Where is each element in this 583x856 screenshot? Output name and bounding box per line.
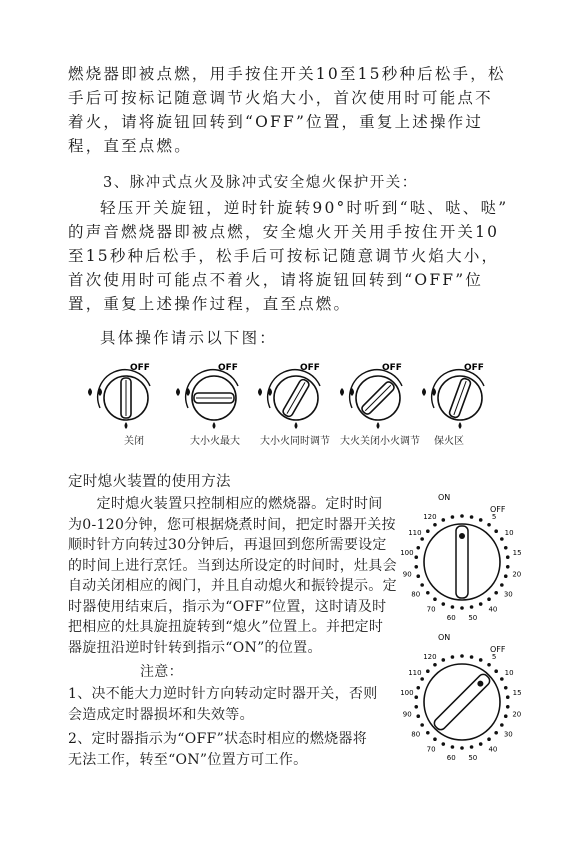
timer-tick-dot (433, 737, 437, 741)
timer-tick-dot (416, 686, 420, 690)
timer-tick-dot (470, 515, 474, 519)
timer-tick-dot (504, 686, 508, 690)
timer-dial-diagram (392, 492, 522, 622)
timer-tick-dot (487, 597, 491, 601)
knob-caption: 大小火最大 (190, 436, 240, 447)
timer-tick-dot (500, 537, 504, 541)
timer-mark-label: 110 (408, 668, 422, 677)
timer-tick-dot (426, 731, 430, 735)
knob-off-label: OFF (300, 363, 320, 373)
timer-notes (68, 684, 388, 770)
timer-pointer (456, 526, 468, 598)
knob-diagram (250, 358, 334, 448)
timer-tick-dot (416, 546, 420, 550)
timer-mark-label: 5 (491, 653, 497, 662)
timer-mark-label: 5 (491, 513, 497, 522)
timer-tick-dot (426, 529, 430, 533)
timer-tick-dot (441, 742, 445, 746)
timer-tick-dot (500, 677, 504, 681)
timer-tick-dot (441, 518, 445, 522)
timer-mark-label: 80 (411, 730, 421, 739)
timer-on-label: ON (438, 633, 451, 642)
timer-off-label: OFF (490, 645, 506, 654)
timer-note-heading: 注意： (140, 664, 183, 680)
knob-grip (121, 378, 131, 418)
timer-mark-label: 90 (402, 710, 412, 719)
timer-mark-label: 15 (512, 548, 522, 557)
flame-icon (340, 388, 344, 396)
timer-line: 顺时针方向转过30分钟后，再退回到您所需要设定 (68, 537, 387, 553)
knob-grip (194, 393, 234, 403)
knob-diagram (168, 358, 252, 448)
timer-tick-dot (460, 654, 464, 658)
knob-off-label: OFF (464, 363, 484, 373)
timer-tick-dot (494, 591, 498, 595)
knob-icon (414, 358, 498, 432)
timer-mark-label: 15 (512, 688, 522, 697)
timer-tick-dot (420, 677, 424, 681)
timer-mark-label: 100 (400, 688, 414, 697)
section1-line: 手后可按标记随意调节火焰大小，首次使用时可能点不 (68, 89, 493, 107)
timer-on-label: ON (438, 493, 451, 502)
timer-tick-dot (460, 746, 464, 750)
knob-caption: 大火关闭小火调节 (340, 436, 420, 447)
timer-mark-label: 40 (488, 745, 498, 754)
timer-tick-dot (506, 695, 510, 699)
section2-line: 至15秒种后松手，松手后可按标记随意调节火焰大小， (68, 247, 500, 265)
timer-tick-dot (487, 737, 491, 741)
timer-tick-dot (433, 597, 437, 601)
timer-tick-dot (451, 655, 455, 659)
section2-line: 的声音燃烧器即被点燃，安全熄火开关用手按住开关10 (68, 223, 500, 241)
timer-mark-label: 30 (503, 730, 513, 739)
knob-off-label: OFF (218, 363, 238, 373)
timer-tick-dot (479, 518, 483, 522)
timer-note-line: 1、决不能大力逆时针方向转动定时器开关，否则 (68, 686, 378, 702)
timer-tick-dot (420, 723, 424, 727)
timer-mark-label: 20 (512, 570, 522, 579)
knob-diagram-row (80, 358, 500, 448)
timer-title: 定时熄火装置的使用方法 (68, 474, 231, 490)
timer-tick-dot (500, 723, 504, 727)
flame-icon (377, 422, 380, 429)
timer-note-line: 无法工作，转至“ON”位置方可工作。 (68, 751, 308, 768)
knob-icon (250, 358, 334, 432)
timer-mark-label: 60 (446, 753, 456, 762)
timer-line: 自动关闭相应的阀门，并且自动熄火和振铃提示。定 (68, 578, 397, 594)
knob-icon (168, 358, 252, 432)
section2-line: 轻压开关旋钮，逆时针旋转90°时听到“哒、哒、哒” (100, 199, 509, 217)
timer-tick-dot (500, 583, 504, 587)
knob-icon (80, 358, 164, 432)
timer-tick-dot (416, 574, 420, 578)
timer-mark-label: 40 (488, 605, 498, 614)
timer-tick-dot (420, 537, 424, 541)
timer-tick-dot (416, 714, 420, 718)
knob-diagram (80, 358, 164, 448)
timer-tick-dot (487, 663, 491, 667)
timer-tick-dot (506, 705, 510, 709)
section1-line: 程，直至点燃。 (68, 137, 192, 155)
timer-line: 器旋扭沿逆时针转到指示“ON”的位置。 (68, 639, 322, 656)
section2-text (68, 196, 516, 316)
knob-diagram (414, 358, 498, 448)
flame-icon (125, 422, 128, 429)
timer-tick-dot (494, 731, 498, 735)
timer-tick-dot (479, 602, 483, 606)
timer-mark-label: 120 (423, 653, 437, 662)
section2-instruction: 具体操作请示以下图： (100, 329, 278, 347)
timer-line: 的时间上进行烹饪。当到达所设定的时间时，灶具会 (68, 557, 397, 574)
knob-off-label: OFF (382, 363, 402, 373)
timer-body (68, 494, 397, 658)
knob-caption: 大小火同时调节 (260, 436, 330, 447)
timer-tick-dot (414, 705, 418, 709)
timer-tick-dot (487, 523, 491, 527)
section1-text (68, 62, 516, 158)
timer-line: 为0-120分钟，您可根据烧煮时间，把定时器开关按 (68, 516, 396, 533)
timer-mark-label: 10 (504, 528, 514, 537)
timer-tick-dot (460, 606, 464, 610)
timer-tick-dot (451, 605, 455, 609)
timer-tick-dot (414, 555, 418, 559)
timer-mark-label: 50 (468, 753, 478, 762)
timer-tick-dot (451, 745, 455, 749)
timer-tick-dot (479, 658, 483, 662)
timer-dial-diagram (392, 632, 522, 762)
timer-tick-dot (414, 565, 418, 569)
timer-tick-dot (506, 555, 510, 559)
section2-line: 置，重复上述操作过程，直至点燃。 (68, 295, 352, 313)
timer-mark-label: 90 (402, 570, 412, 579)
timer-tick-dot (470, 655, 474, 659)
timer-tick-dot (504, 546, 508, 550)
timer-tick-dot (414, 695, 418, 699)
timer-off-label: OFF (490, 505, 506, 514)
timer-pointer-dot (459, 533, 465, 539)
section2-line: 首次使用时可能点不着火，请将旋钮回转到“OFF”位 (68, 271, 484, 289)
flame-icon (422, 388, 426, 396)
flame-icon (213, 422, 216, 429)
timer-tick-dot (479, 742, 483, 746)
timer-mark-label: 50 (468, 613, 478, 622)
timer-tick-dot (451, 515, 455, 519)
timer-tick-dot (504, 714, 508, 718)
timer-mark-label: 30 (503, 590, 513, 599)
timer-tick-dot (460, 514, 464, 518)
timer-mark-label: 70 (426, 745, 436, 754)
timer-line: 时器使用结束后，指示为“OFF”位置，这时请及时 (68, 598, 387, 615)
timer-mark-label: 120 (423, 513, 437, 522)
timer-line: 把相应的灶具旋扭旋转到“熄火”位置上。并把定时 (68, 619, 384, 635)
timer-tick-dot (441, 602, 445, 606)
section1-line: 燃烧器即被点燃，用手按住开关10至15秒种后松手，松 (68, 65, 506, 83)
timer-mark-label: 110 (408, 528, 422, 537)
timer-tick-dot (420, 583, 424, 587)
flame-icon (258, 388, 262, 396)
flame-icon (295, 422, 298, 429)
knob-diagram (332, 358, 420, 448)
timer-mark-label: 70 (426, 605, 436, 614)
section2-heading: 3、脉冲式点火及脉冲式安全熄火保护开关： (103, 175, 418, 191)
timer-mark-label: 20 (512, 710, 522, 719)
timer-tick-dot (433, 523, 437, 527)
flame-icon (88, 388, 92, 396)
timer-tick-dot (506, 565, 510, 569)
timer-tick-dot (494, 529, 498, 533)
timer-tick-dot (441, 658, 445, 662)
timer-mark-label: 60 (446, 613, 456, 622)
section1-line: 着火，请将旋钮回转到“OFF”位置，重复上述操作过 (68, 113, 484, 131)
knob-off-label: OFF (130, 363, 150, 373)
timer-line: 定时熄火装置只控制相应的燃烧器。定时时间 (68, 496, 383, 512)
timer-tick-dot (470, 605, 474, 609)
timer-note-line: 2、定时器指示为“OFF”状态时相应的燃烧器将 (68, 731, 368, 747)
timer-tick-dot (494, 669, 498, 673)
timer-tick-dot (504, 574, 508, 578)
timer-note-line: 会造成定时器损坏和失效等。 (68, 706, 254, 723)
timer-mark-label: 80 (411, 590, 421, 599)
flame-icon (176, 388, 180, 396)
timer-mark-label: 10 (504, 668, 514, 677)
knob-icon (332, 358, 416, 432)
timer-tick-dot (426, 591, 430, 595)
timer-mark-label: 100 (400, 548, 414, 557)
knob-caption: 保火区 (434, 436, 464, 447)
timer-tick-dot (426, 669, 430, 673)
flame-icon (459, 422, 462, 429)
timer-tick-dot (470, 745, 474, 749)
timer-tick-dot (433, 663, 437, 667)
knob-caption: 关闭 (124, 436, 144, 447)
